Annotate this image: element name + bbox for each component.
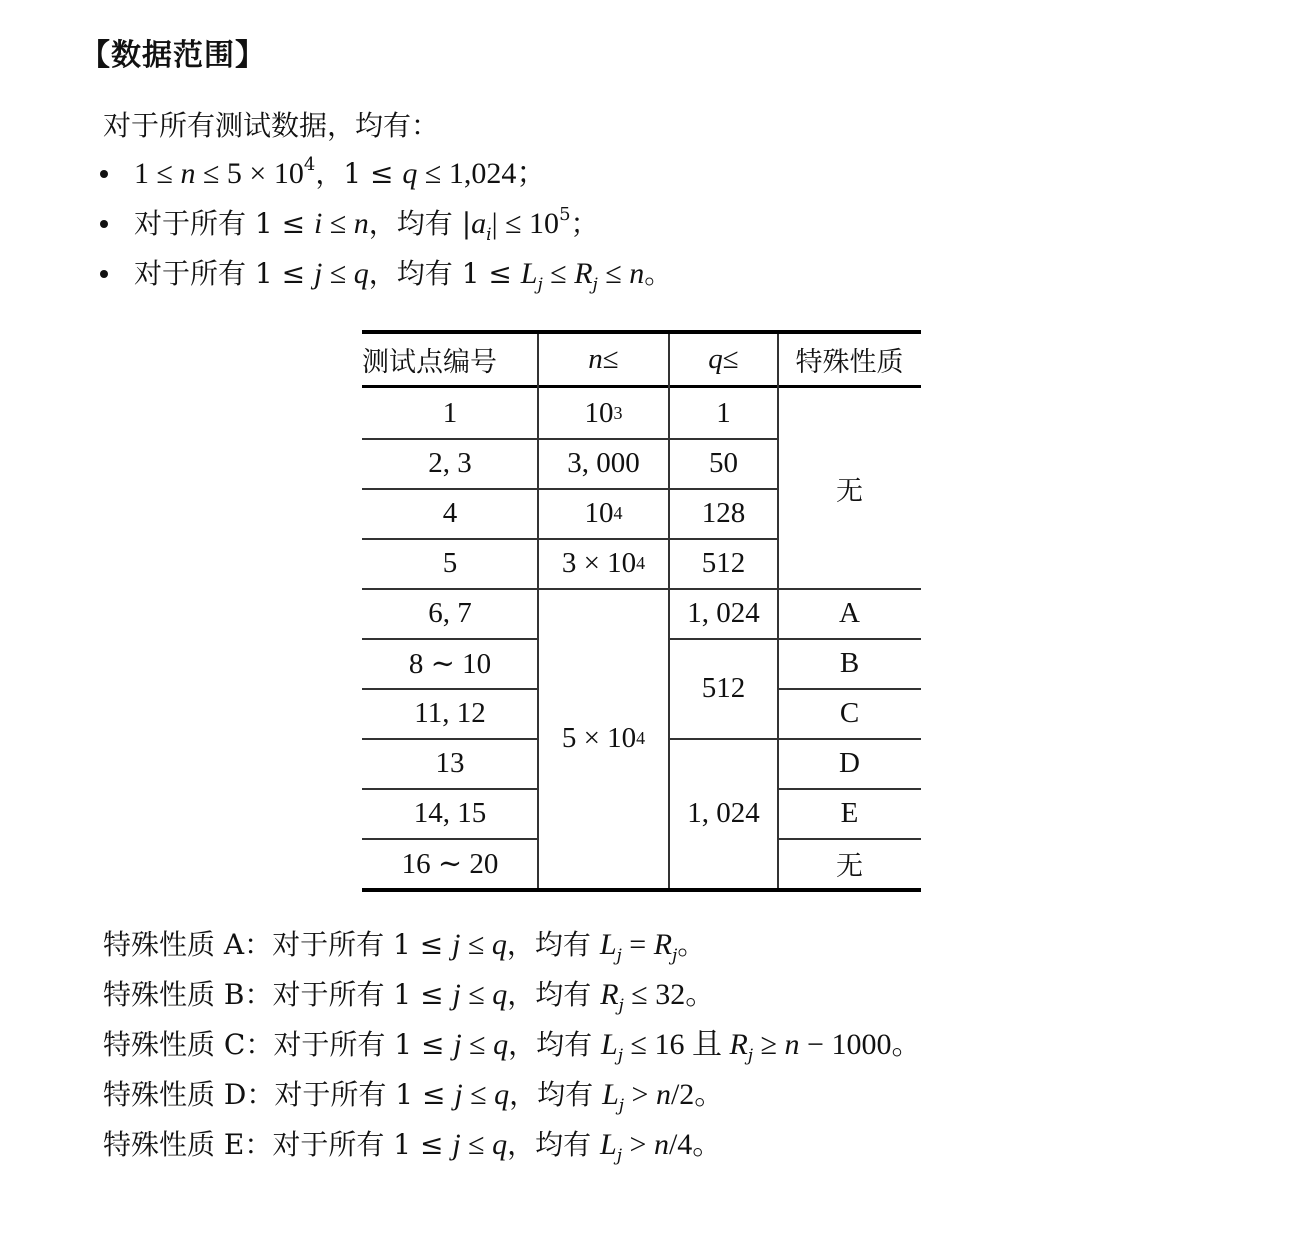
header-q: q ≤: [708, 343, 739, 375]
property-e: 特殊性质 E：对于所有 1 ≤ j ≤ q，均有 $L_j > n/4$。: [103, 1128, 723, 1166]
special-properties: [103, 922, 921, 1172]
bullet-icon: [100, 270, 108, 278]
cell-test-id: 8 ∼ 10: [408, 647, 492, 680]
cell-test-id: 4: [442, 496, 458, 529]
cell-test-id: 11, 12: [414, 696, 486, 729]
constraint-item: 对于所有 1 ≤ j ≤ q，均有 $1 \le L_j \le R_j \le n$。: [100, 252, 672, 302]
cell-special: B: [839, 646, 860, 679]
cell-n: 10 3: [584, 396, 623, 429]
cell-special: 无: [836, 850, 863, 882]
subtask-table: [362, 330, 921, 892]
cell-q-merged: 1, 024: [687, 796, 760, 829]
cell-special: A: [839, 596, 860, 629]
cell-q: 1, 024: [687, 596, 760, 629]
intro-text: 对于所有测试数据，均有：: [103, 109, 440, 142]
cell-test-id: 16 ∼ 20: [401, 847, 499, 880]
cell-n: 3 × 10 4: [561, 546, 646, 579]
constraint-item: $1 \le n \le 5 \times 10^4$，1 ≤ q ≤ 1,024；: [100, 152, 672, 202]
property-d: 特殊性质 D：对于所有 1 ≤ j ≤ q，均有 $L_j > n/2$。: [103, 1078, 725, 1116]
cell-test-id: 5: [442, 546, 458, 579]
cell-special: C: [839, 696, 860, 729]
cell-test-id: 6, 7: [428, 596, 472, 629]
cell-q: 1: [716, 396, 731, 429]
cell-q-merged: 512: [701, 671, 746, 704]
property-b: 特殊性质 B：对于所有 1 ≤ j ≤ q，均有 $R_j \le 32$。: [103, 978, 716, 1016]
cell-special-merged: 无: [836, 475, 863, 507]
cell-q: 128: [701, 496, 746, 529]
cell-special: D: [839, 746, 860, 779]
cell-q: 512: [701, 546, 746, 579]
cell-special: E: [840, 796, 859, 829]
bottom-rule: [362, 888, 921, 892]
header-n: n ≤: [588, 343, 619, 375]
cell-test-id: 1: [442, 396, 458, 429]
cell-test-id: 14, 15: [413, 796, 487, 829]
cell-test-id: 13: [435, 746, 465, 779]
bullet-icon: [100, 170, 108, 178]
section-heading: 【数据范围】: [80, 38, 266, 73]
constraint-list: [100, 152, 672, 302]
property-c: 特殊性质 C：对于所有 1 ≤ j ≤ q，均有 $L_j \le 16$ 且 $R_j \ge n - 1000$。: [103, 1028, 922, 1066]
cell-q: 50: [709, 446, 738, 479]
header-special: 特殊性质: [795, 347, 904, 378]
cell-n: 3, 000: [567, 446, 640, 479]
constraint-item: 对于所有 1 ≤ i ≤ n，均有 $|a_i| \le 10^5$；: [100, 202, 672, 252]
property-a: 特殊性质 A：对于所有 1 ≤ j ≤ q，均有 $L_j = R_j$。: [103, 928, 706, 966]
header-test-id: 测试点编号: [362, 347, 497, 378]
bullet-icon: [100, 220, 108, 228]
cell-n: 10 4: [584, 496, 623, 529]
cell-n-merged: 5 × 10 4: [561, 721, 646, 754]
cell-test-id: 2, 3: [428, 446, 472, 479]
